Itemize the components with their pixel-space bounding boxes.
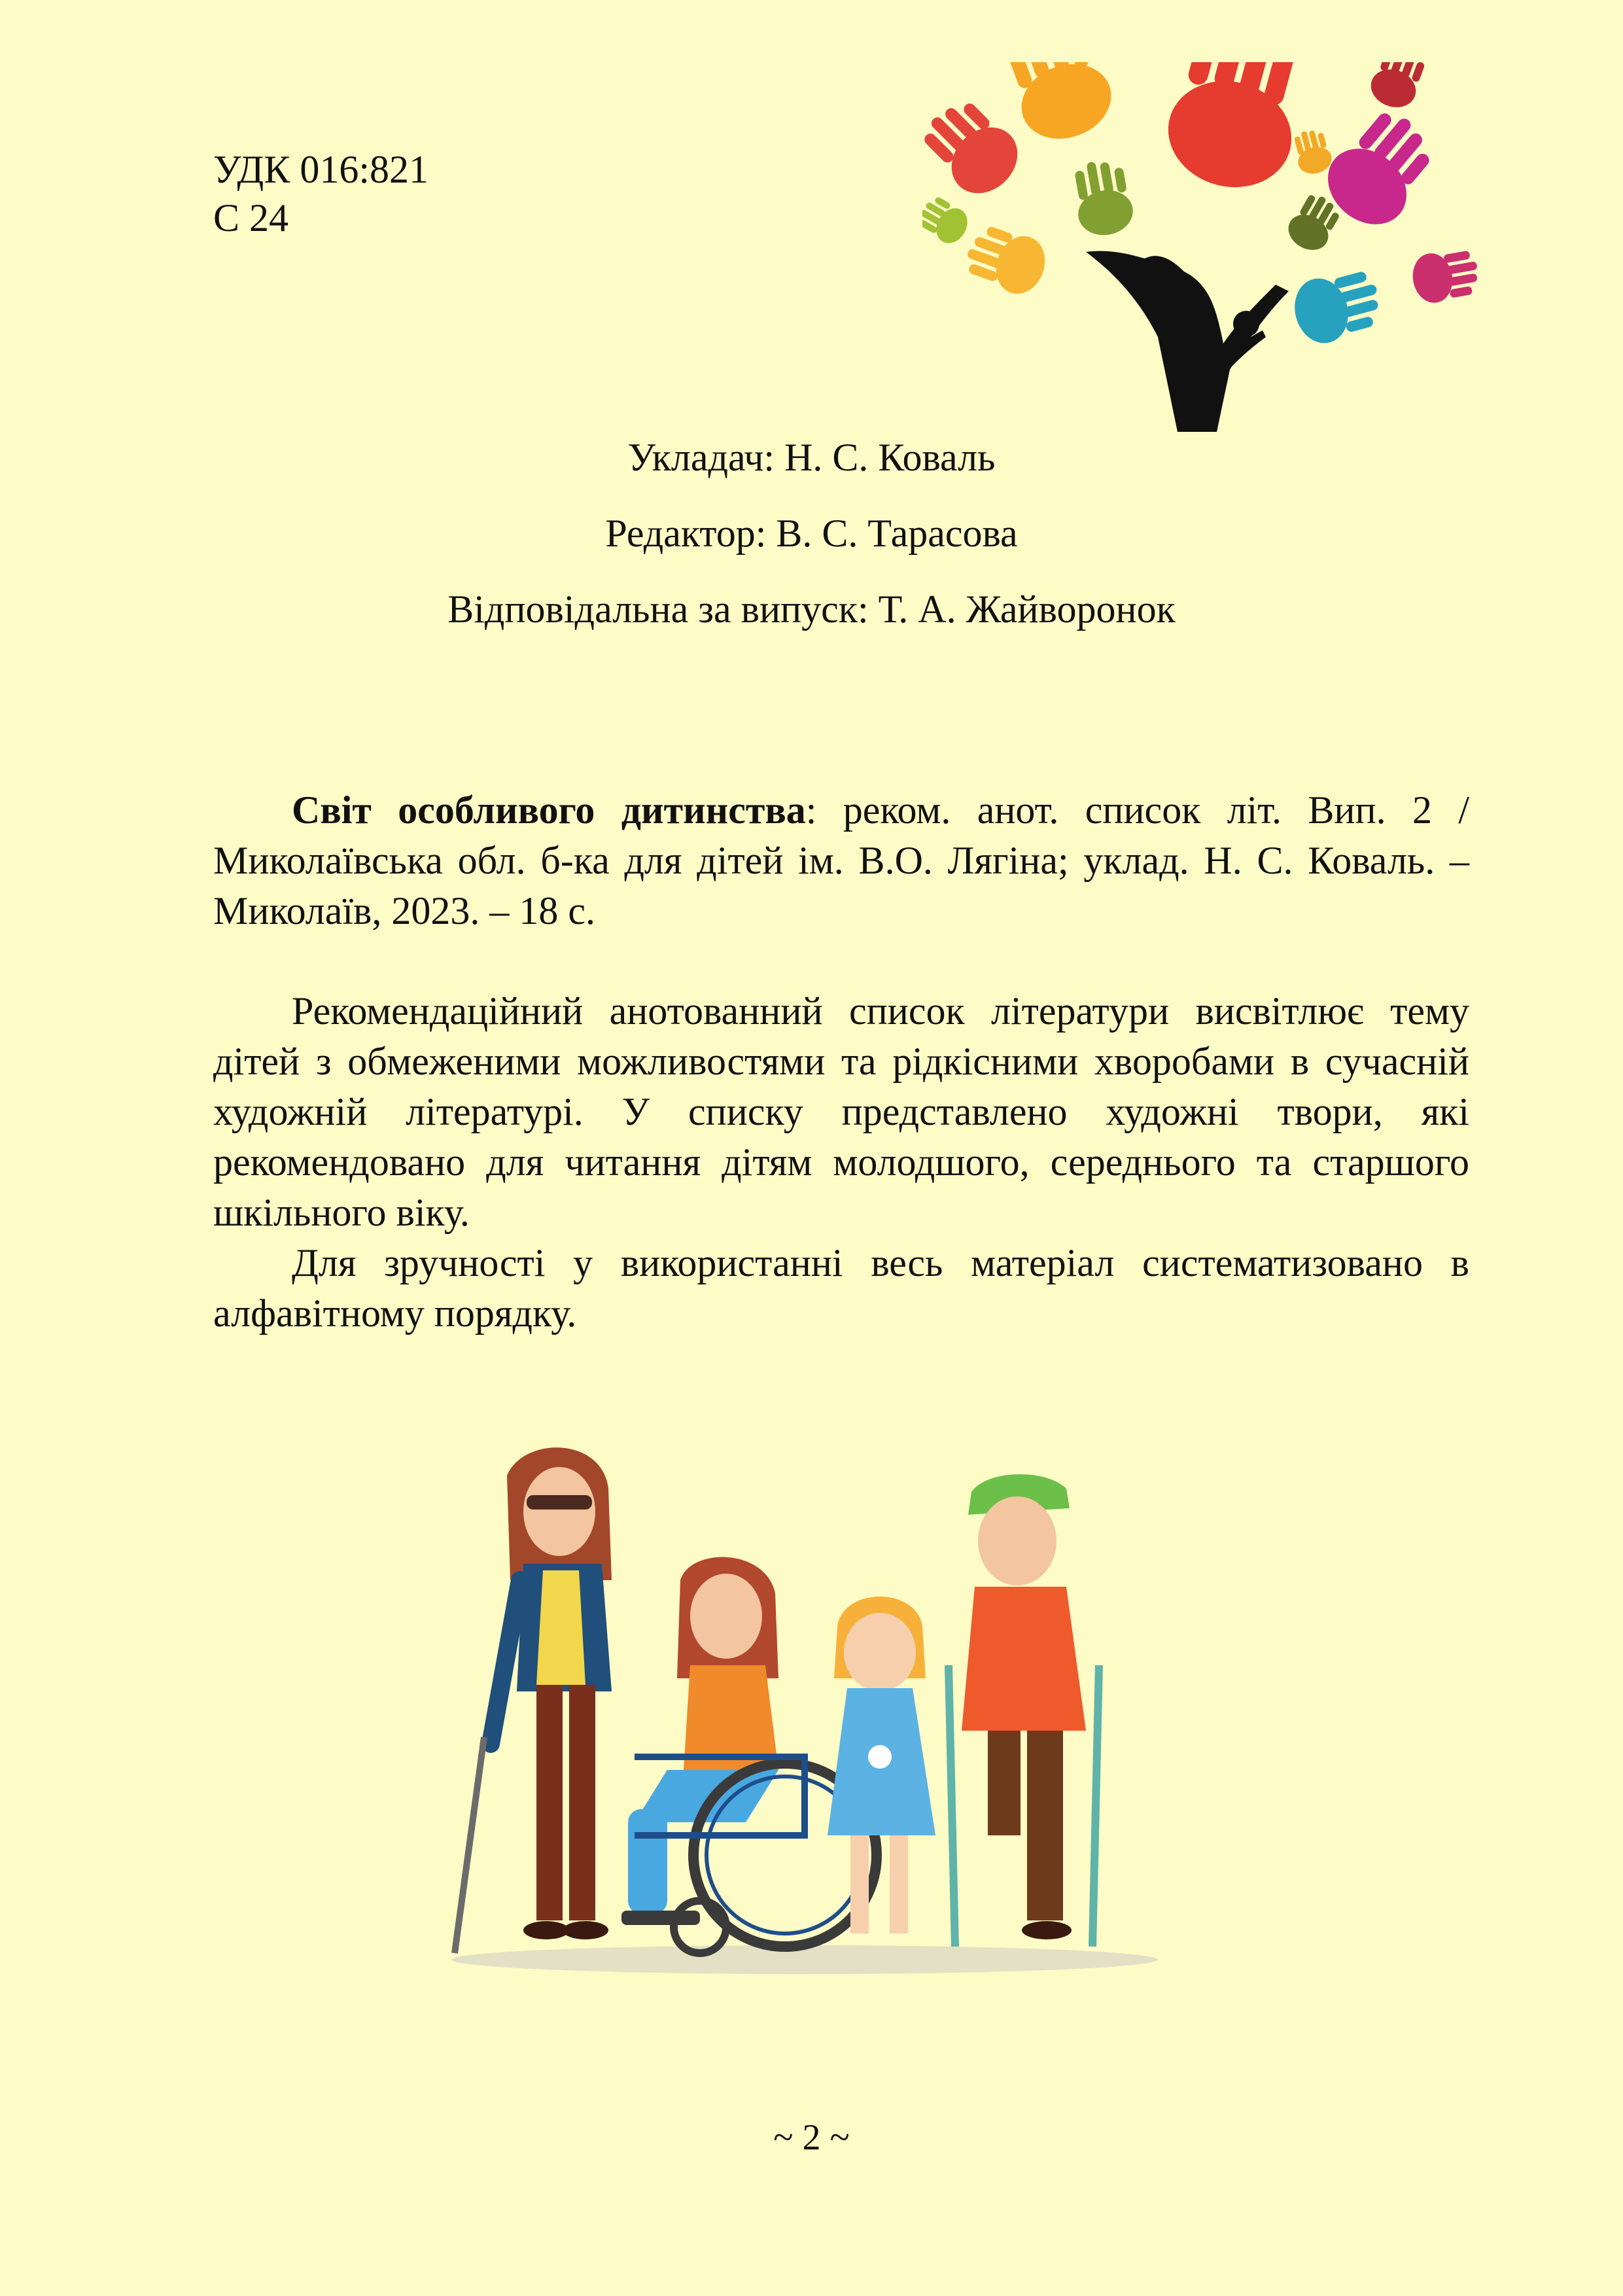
editor-line: Редактор: В. С. Тарасова	[605, 512, 1018, 555]
classification-block	[213, 145, 428, 242]
compiler-line: Укладач: Н. С. Коваль	[627, 436, 996, 479]
udk-code: УДК 016:821	[213, 148, 429, 191]
annotation-paragraph: Рекомендаційний анотованний список літератури висвітлює тему дітей з обмеженими можливостями та рідкісними хворобами в сучасній художній літературі. У списку представлено художні твори, які рекомендовано для читання дітям молодшого, середнього та старшого шкільного віку.	[213, 989, 1469, 1234]
annotation-paragraph: Для зручності у використанні весь матеріал систематизовано в алфавітному порядку.	[213, 1241, 1469, 1335]
author-mark: С 24	[213, 196, 289, 239]
page-number: ~ 2 ~	[773, 2117, 850, 2158]
annotation	[213, 986, 1469, 1339]
responsible-line: Відповідальна за випуск: Т. А. Жайворонок	[447, 588, 1176, 631]
record-details: : реком. анот. список літ. Вип. 2 / Миколаївська обл. б-ка для дітей ім. В.О. Лягіна; уклад. Н. С. Коваль. – Миколаїв, 2023. – 18 с.	[213, 788, 1470, 932]
book-title: Світ особливого дитинства	[292, 788, 806, 832]
hands-tree-icon	[922, 62, 1478, 438]
woman-with-cane	[455, 1447, 612, 1953]
little-girl	[828, 1597, 935, 1934]
boy-with-crutches	[949, 1474, 1099, 1947]
children-with-disabilities-illustration	[438, 1430, 1171, 1979]
bibliographic-record	[213, 785, 1469, 936]
